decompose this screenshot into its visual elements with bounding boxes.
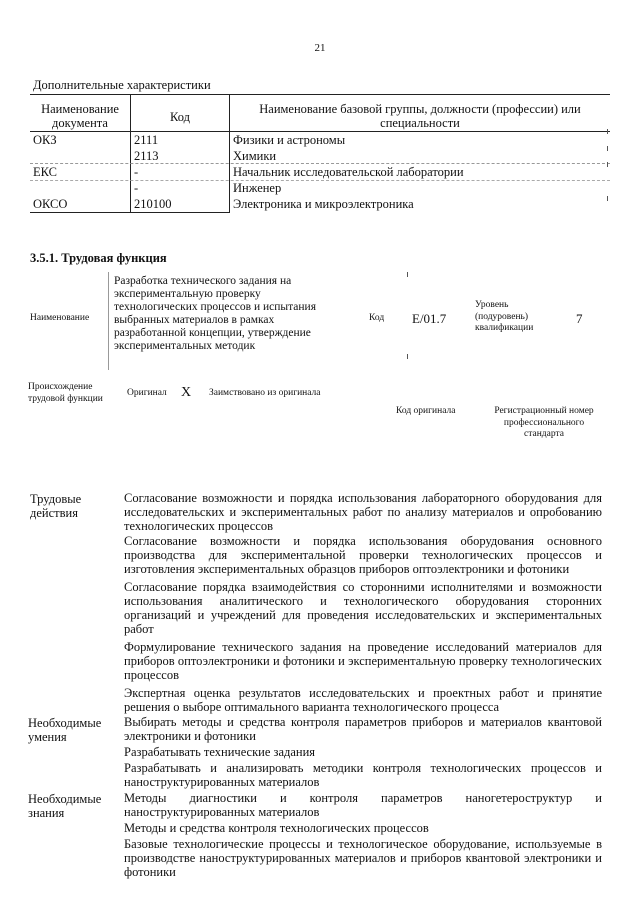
row-name: Электроника и микроэлектроника: [233, 197, 414, 211]
header-group-name: Наименование базовой группы, должности (профессии) или специальности: [259, 102, 581, 130]
row-code: -: [134, 165, 139, 179]
function-name: Разработка технического задания на экспериментальную проверку технологических процессов и испытания выбранных материалов в рамках разработанной концепции, утверждение экспериментальных методик: [114, 275, 316, 352]
reg-number-label: Регистрационный номер профессионального стандарта: [494, 406, 594, 439]
action-item: Согласование возможности и порядка использования оборудования основного производства для экспериментальной проверки технологических процессов и изготовления экспериментальных образцов приборов оптоэлектроники и фотоники: [124, 534, 602, 576]
knowledge-label: Необходимые знания: [28, 792, 102, 820]
original-mark: X: [181, 385, 192, 400]
additional-title: Дополнительные характеристики: [33, 78, 211, 92]
row-doc: ОКСО: [33, 197, 68, 211]
action-item: Согласование порядка взаимодействия со сторонними исполнителями и возможности использования аналитического и технологического оборудования сторонних организаций и учреждений для проведения исследовательских и экспериментальных работ: [124, 580, 602, 636]
skill-item: Выбирать методы и средства контроля параметров приборов и материалов квантовой электроники и фотоники: [124, 715, 602, 743]
row-code: -: [134, 181, 139, 195]
row-code: 2111: [134, 133, 159, 147]
origin-label: Происхождение трудовой функции: [28, 382, 103, 404]
header-doc-name: Наименование документа: [41, 102, 119, 130]
skill-item: Разрабатывать технические задания: [124, 745, 316, 759]
code-value: E/01.7: [412, 311, 447, 326]
row-name: Химики: [233, 149, 277, 163]
level-label: Уровень (подуровень) квалификации: [475, 300, 534, 333]
original-label: Оригинал: [127, 388, 167, 398]
actions-label: Трудовые действия: [30, 492, 82, 520]
code-label: Код: [369, 313, 385, 323]
knowledge-item: Базовые технологические процессы и технологическое оборудование, используемые в производстве наноструктурированных материалов и приборов квантовой электроники и фотоники: [124, 837, 602, 879]
knowledge-item: Методы диагностики и контроля параметров наногетероструктур и наноструктурированных материалов: [124, 791, 602, 819]
knowledge-item: Методы и средства контроля технологических процессов: [124, 821, 429, 835]
skill-item: Разрабатывать и анализировать методики контроля технологических процессов и наноструктурированных материалов: [124, 761, 602, 789]
function-heading: 3.5.1. Трудовая функция: [30, 251, 167, 265]
action-item: Согласование возможности и порядка использования лабораторного оборудования для исследовательских и экспериментальных работ по анализу материалов и опробованию технологических процессов: [124, 491, 602, 533]
origin-code-label: Код оригинала: [396, 406, 456, 416]
borrowed-label: Заимствовано из оригинала: [209, 388, 321, 398]
row-code: 210100: [134, 197, 172, 211]
action-item: Формулирование технического задания на проведение исследований материалов для приборов оптоэлектроники и фотоники и экспериментальную проверку технологических процессов: [124, 640, 602, 682]
page-number: 21: [314, 42, 326, 54]
row-code: 2113: [134, 149, 159, 163]
skills-label: Необходимые умения: [28, 716, 102, 744]
row-name: Физики и астрономы: [233, 133, 346, 147]
row-doc: ОКЗ: [33, 133, 57, 147]
row-name: Инженер: [233, 181, 282, 195]
header-code: Код: [170, 110, 190, 124]
row-doc: ЕКС: [33, 165, 57, 179]
level-value: 7: [576, 311, 583, 326]
name-label: Наименование: [30, 313, 90, 323]
action-item: Экспертная оценка результатов исследовательских и проектных работ и принятие решения о выборе оптимального варианта технологического процесса: [124, 686, 602, 714]
row-name: Начальник исследовательской лаборатории: [233, 165, 464, 179]
